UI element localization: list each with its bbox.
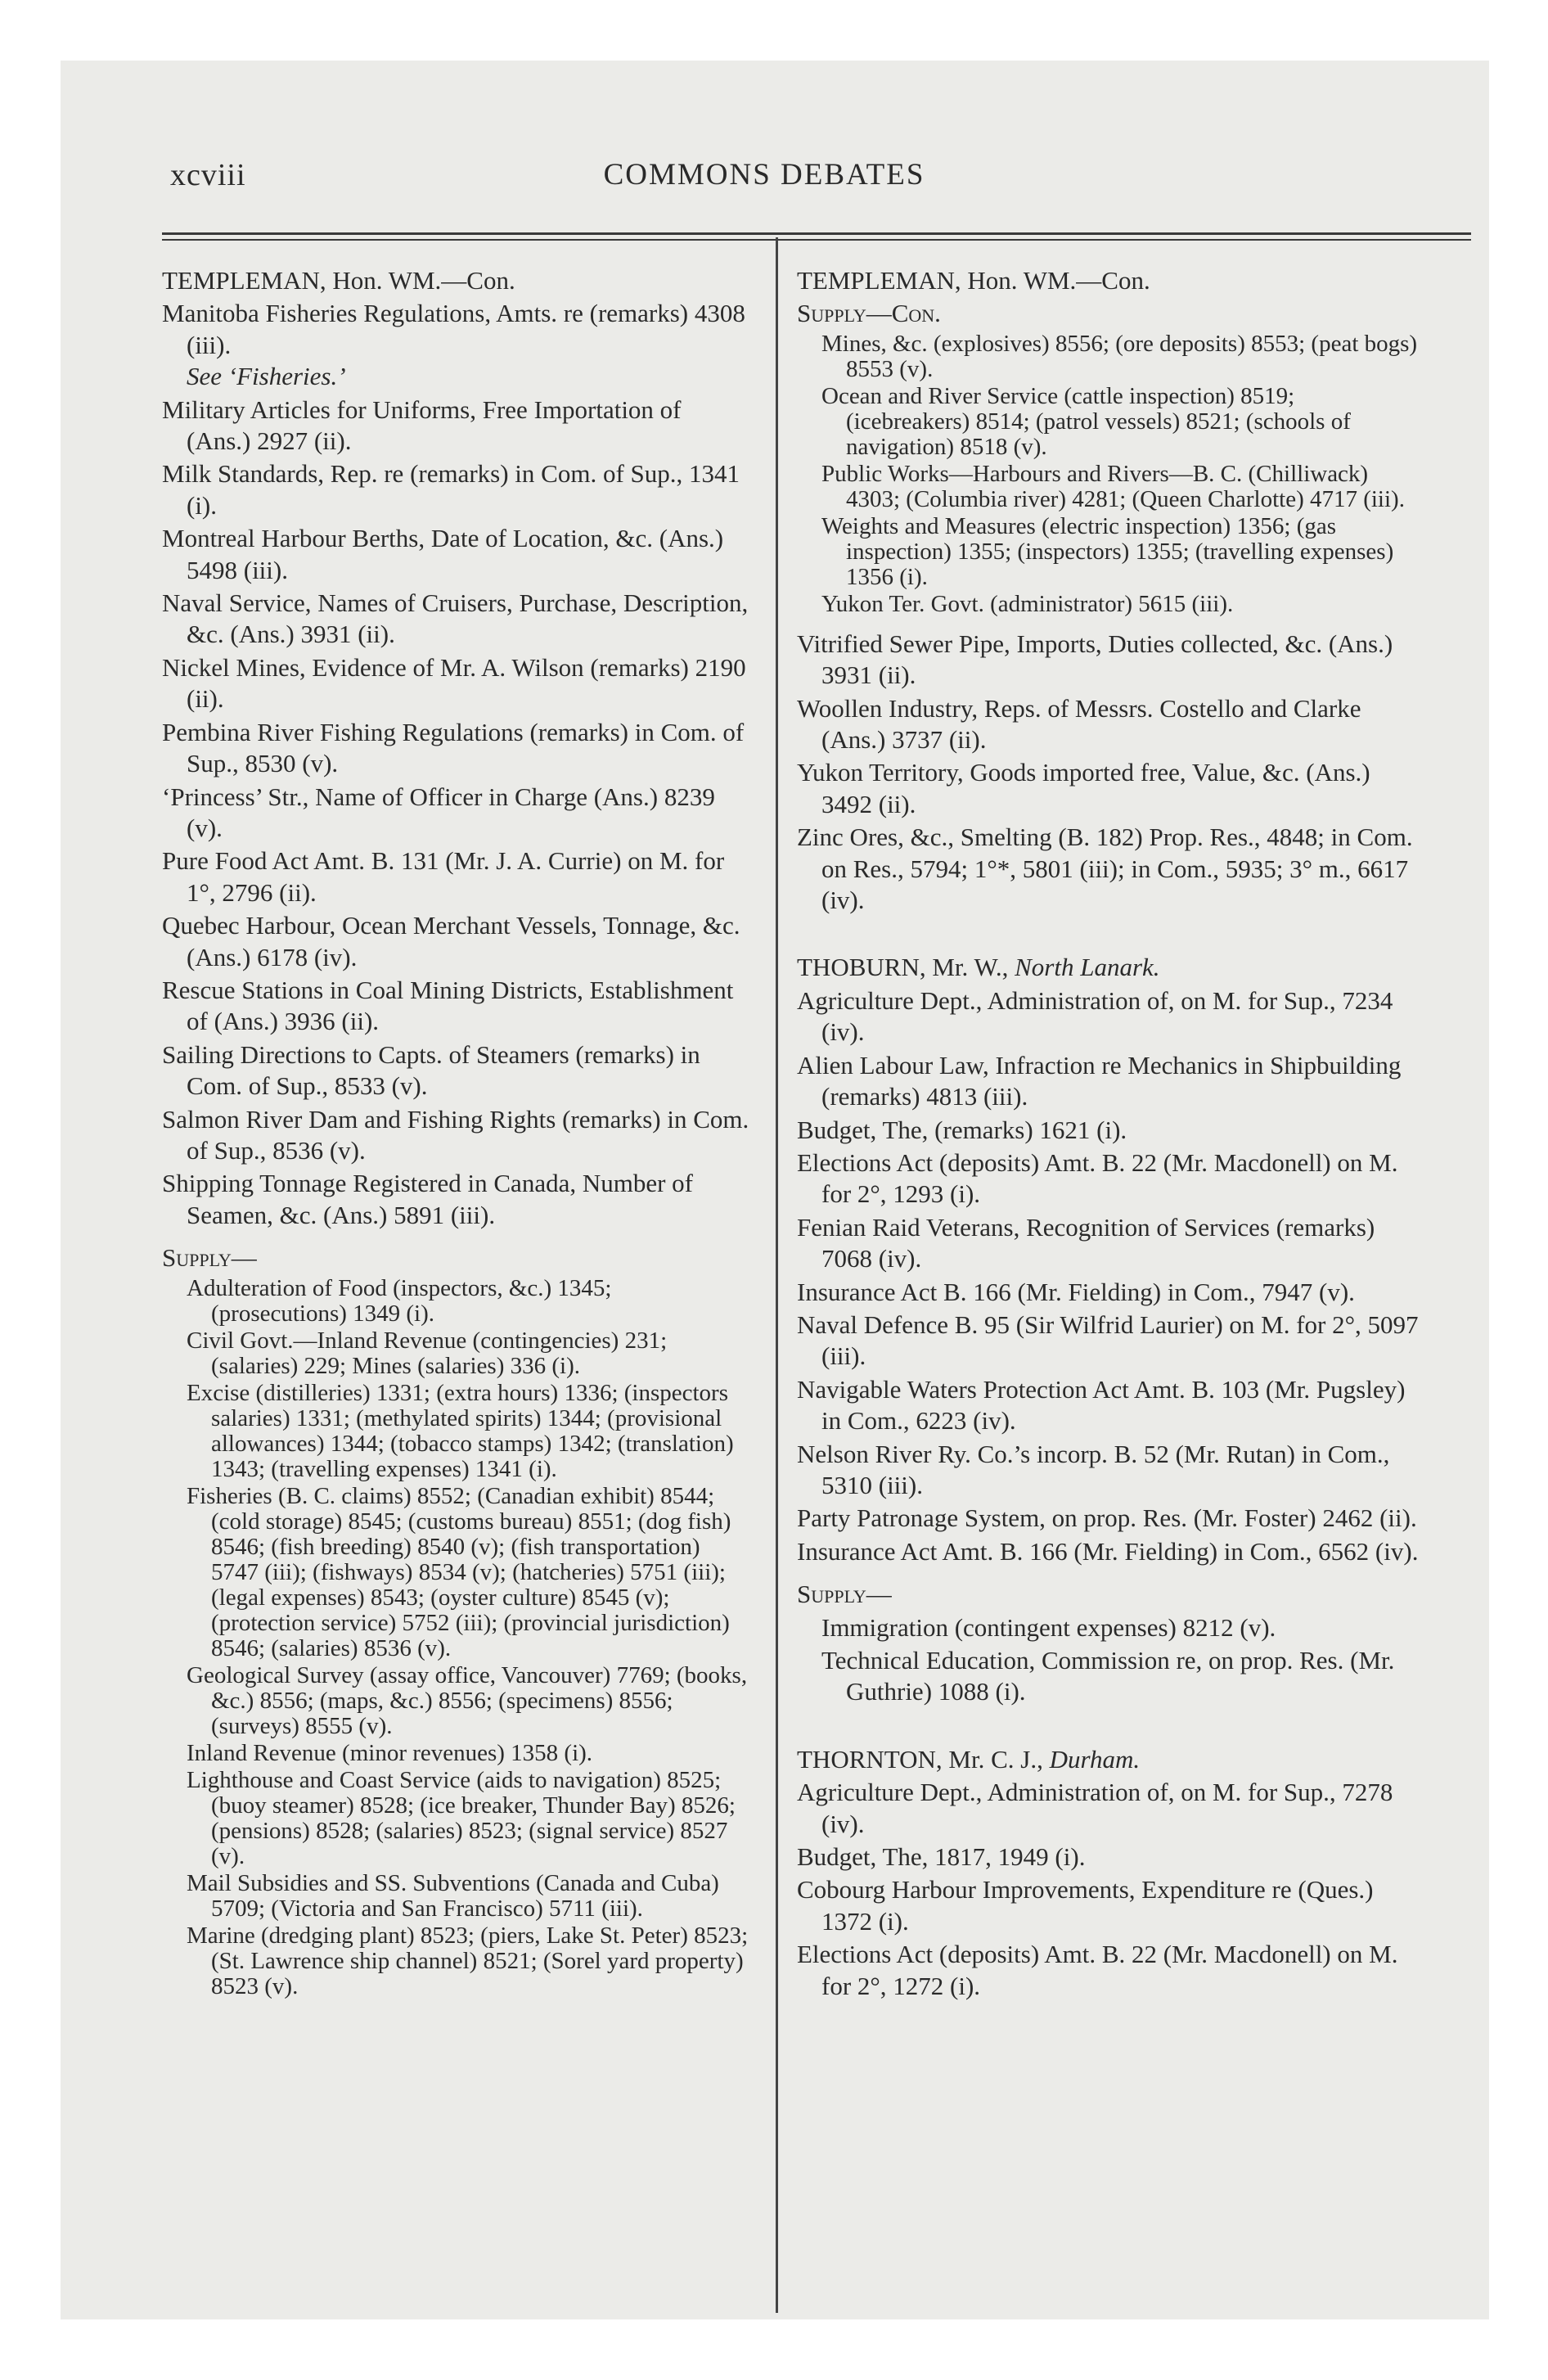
index-entry: Budget, The, (remarks) 1621 (i). [797, 1115, 1127, 1144]
page-number: xcviii [170, 158, 246, 192]
index-entry: Agriculture Dept., Administration of, on M. for Sup., 7278 (iv). [797, 1778, 1393, 1838]
supply-label: Supply— [162, 1243, 257, 1273]
index-entry: Naval Defence B. 95 (Sir Wilfrid Laurier) on M. for 2°, 5097 (iii). [797, 1309, 1419, 1371]
index-entry: Quebec Harbour, Ocean Merchant Vessels, Tonnage, &c. (Ans.) 6178 (iv). [162, 911, 740, 971]
member-heading: TEMPLEMAN, Hon. WM.—Con. [797, 266, 1150, 295]
index-entry: Sailing Directions to Capts. of Steamers (remarks) in Com. of Sup., 8533 (v). [162, 1039, 700, 1101]
index-entry: Nelson River Ry. Co.’s incorp. B. 52 (Mr. Rutan) in Com., 5310 (iii). [797, 1439, 1390, 1499]
index-entry: Nickel Mines, Evidence of Mr. A. Wilson (remarks) 2190 (ii). [162, 652, 746, 714]
index-entry: Milk Standards, Rep. re (remarks) in Com. of Sup., 1341 (i). [162, 459, 740, 520]
left-column [162, 265, 751, 1999]
member-heading-thoburn [797, 952, 1419, 983]
index-entry: Cobourg Harbour Improvements, Expenditure re (Ques.) 1372 (i). [797, 1875, 1374, 1936]
index-entry: Pure Food Act Amt. B. 131 (Mr. J. A. Currie) on M. for 1°, 2796 (ii). [162, 846, 725, 907]
index-entry: Alien Labour Law, Infraction re Mechanics in Shipbuilding (remarks) 4813 (iii). [797, 1050, 1402, 1111]
member-name: THOBURN, Mr. W., [797, 953, 1015, 982]
supply-entry: Marine (dredging plant) 8523; (piers, Lake St. Peter) 8523; (St. Lawrence ship channel) 8521; (Sorel yard property) 8523 (v). [187, 1922, 749, 1999]
supply-entry: Adulteration of Food (inspectors, &c.) 1345; (prosecutions) 1349 (i). [187, 1274, 612, 1327]
header-rule [162, 232, 1471, 235]
index-entry: Elections Act (deposits) Amt. B. 22 (Mr. Macdonell) on M. for 2°, 1272 (i). [797, 1940, 1398, 2000]
supply-entry: Mines, &c. (explosives) 8556; (ore deposits) 8553; (peat bogs) 8553 (v). [821, 330, 1418, 382]
supply-label: Supply— [797, 1580, 892, 1609]
index-entry: Yukon Territory, Goods imported free, Value, &c. (Ans.) 3492 (ii). [797, 758, 1370, 818]
running-head: COMMONS DEBATES [603, 158, 925, 192]
index-entry: Rescue Stations in Coal Mining Districts, Establishment of (Ans.) 3936 (ii). [162, 975, 734, 1036]
see-note: See ‘Fisheries.’ [187, 362, 346, 391]
index-entry: Montreal Harbour Berths, Date of Location, &c. (Ans.) 5498 (iii). [162, 524, 724, 584]
header-rule-thin [162, 239, 1471, 241]
index-entry: Pembina River Fishing Regulations (remarks) in Com. of Sup., 8530 (v). [162, 717, 745, 778]
index-entry: Zinc Ores, &c., Smelting (B. 182) Prop. Res., 4848; in Com. on Res., 5794; 1°*, 5801 (iii); in Com., 5935; 3° m., 6617 (iv). [797, 823, 1413, 915]
supply-entry: Mail Subsidies and SS. Subventions (Canada and Cuba) 5709; (Victoria and San Francisco) 5711 (iii). [187, 1869, 719, 1922]
index-entry: Salmon River Dam and Fishing Rights (remarks) in Com. of Sup., 8536 (v). [162, 1104, 749, 1165]
index-entry: Agriculture Dept., Administration of, on M. for Sup., 7234 (iv). [797, 985, 1393, 1047]
right-column [797, 265, 1419, 2002]
index-entry: Vitrified Sewer Pipe, Imports, Duties collected, &c. (Ans.) 3931 (ii). [797, 629, 1393, 690]
page-header [61, 157, 1489, 198]
index-entry: Naval Service, Names of Cruisers, Purchase, Description, &c. (Ans.) 3931 (ii). [162, 588, 749, 649]
index-entry: Manitoba Fisheries Regulations, Amts. re (remarks) 4308 (iii). [162, 299, 745, 359]
supply-entry: Excise (distilleries) 1331; (extra hours) 1336; (inspectors salaries) 1331; (methylated spirits) 1344; (provisional allowances) 1344; (tobacco stamps) 1342; (translation) 1343; (travelling expenses) 1341 (i). [187, 1379, 734, 1482]
index-entry: Elections Act (deposits) Amt. B. 22 (Mr. Macdonell) on M. for 2°, 1293 (i). [797, 1147, 1398, 1209]
index-entry: Woollen Industry, Reps. of Messrs. Costello and Clarke (Ans.) 3737 (ii). [797, 693, 1361, 755]
index-entry: Shipping Tonnage Registered in Canada, Number of Seamen, &c. (Ans.) 5891 (iii). [162, 1169, 693, 1229]
supply-entry: Yukon Ter. Govt. (administrator) 5615 (iii). [821, 590, 1234, 617]
member-heading-thornton [797, 1744, 1419, 1775]
index-entry: Fenian Raid Veterans, Recognition of Services (remarks) 7068 (iv). [797, 1212, 1375, 1273]
page-sheet [61, 61, 1489, 2319]
member-name: THORNTON, Mr. C. J., [797, 1744, 1050, 1774]
supply-entry: Civil Govt.—Inland Revenue (contingencies) 231; (salaries) 229; Mines (salaries) 336 (i). [187, 1327, 668, 1379]
member-riding: North Lanark. [1015, 953, 1160, 982]
index-entry: Insurance Act Amt. B. 166 (Mr. Fielding) in Com., 6562 (iv). [797, 1536, 1419, 1566]
index-entry: Military Articles for Uniforms, Free Importation of (Ans.) 2927 (ii). [162, 394, 682, 456]
supply-entry: Fisheries (B. C. claims) 8552; (Canadian exhibit) 8544; (cold storage) 8545; (customs bureau) 8551; (dog fish) 8546; (fish breeding) 8540 (v); (fish transportation) 5747 (iii); (fishways) 8534 (v); (hatcheries) 5751 (iii); (legal expenses) 8543; (oyster culture) 8545 (v); (protection service) 5752 (iii); (provincial jurisdiction) 8546; (salaries) 8536 (v). [187, 1482, 731, 1661]
index-entry: ‘Princess’ Str., Name of Officer in Charge (Ans.) 8239 (v). [162, 782, 715, 842]
supply-entry: Public Works—Harbours and Rivers—B. C. (Chilliwack) 4303; (Columbia river) 4281; (Queen Charlotte) 4717 (iii). [821, 460, 1405, 512]
supply-entry: Geological Survey (assay office, Vancouver) 7769; (books, &c.) 8556; (maps, &c.) 8556; (specimens) 8556; (surveys) 8555 (v). [187, 1661, 748, 1739]
supply-entry: Technical Education, Commission re, on prop. Res. (Mr. Guthrie) 1088 (i). [821, 1646, 1395, 1706]
supply-entry: Inland Revenue (minor revenues) 1358 (i). [187, 1739, 593, 1766]
supply-label: Supply—Con. [797, 299, 941, 328]
index-entry: Navigable Waters Protection Act Amt. B. 103 (Mr. Pugsley) in Com., 6223 (iv). [797, 1374, 1406, 1436]
index-entry: Party Patronage System, on prop. Res. (Mr. Foster) 2462 (ii). [797, 1503, 1417, 1533]
member-heading: TEMPLEMAN, Hon. WM.—Con. [162, 266, 515, 295]
index-entry: Budget, The, 1817, 1949 (i). [797, 1842, 1086, 1872]
supply-entry: Lighthouse and Coast Service (aids to navigation) 8525; (buoy steamer) 8528; (ice breaker, Thunder Bay) 8526; (pensions) 8528; (salaries) 8523; (signal service) 8527 (v). [187, 1766, 736, 1869]
supply-entry: Ocean and River Service (cattle inspection) 8519; (icebreakers) 8514; (patrol vessels) 8521; (schools of navigation) 8518 (v). [821, 382, 1351, 460]
supply-entry: Immigration (contingent expenses) 8212 (v). [821, 1612, 1276, 1642]
index-entry: Insurance Act B. 166 (Mr. Fielding) in Com., 7947 (v). [797, 1277, 1355, 1306]
member-riding: Durham. [1049, 1744, 1141, 1774]
supply-entry: Weights and Measures (electric inspection) 1356; (gas inspection) 1355; (inspectors) 1355; (travelling expenses) 1356 (i). [821, 512, 1394, 590]
column-divider [776, 237, 778, 2313]
